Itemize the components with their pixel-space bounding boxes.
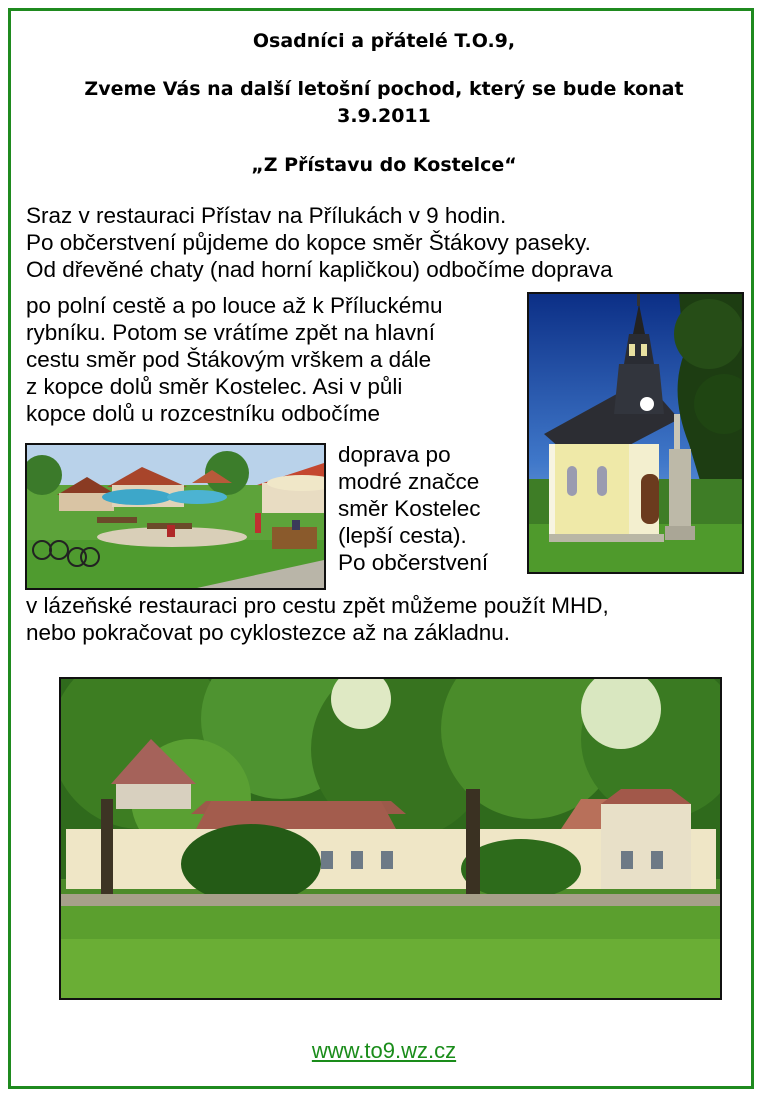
- text-line: modré značce: [338, 469, 480, 494]
- spa-building-photo: [59, 677, 722, 1000]
- text-line: cestu směr pod Štákovým vrškem a dále: [26, 347, 432, 372]
- text-line: doprava po: [338, 442, 451, 467]
- text-line: z kopce dolů směr Kostelec. Asi v půli: [26, 374, 403, 399]
- text-line: po polní cestě a po louce až k Příluckému: [26, 293, 443, 318]
- chapel-photo: [527, 292, 744, 574]
- intro-paragraph: [26, 202, 750, 283]
- invite-date: 3.9.2011: [337, 105, 431, 127]
- text-line: nebo pokračovat po cyklostezce až na základnu.: [26, 620, 511, 645]
- text-line: Po občerstvení půjdeme do kopce směr Štákovy paseky.: [26, 230, 591, 255]
- text-line: Od dřevěné chaty (nad horní kapličkou) odbočíme doprava: [26, 257, 613, 282]
- middle-paragraph: [26, 292, 514, 427]
- restaurant-image: [27, 445, 324, 588]
- text-line: Po občerstvení: [338, 550, 489, 575]
- website-link[interactable]: www.to9.wz.cz: [311, 1038, 457, 1063]
- text-line: směr Kostelec: [338, 496, 481, 521]
- event-title: „Z Přístavu do Kostelce“: [251, 154, 517, 176]
- text-line: kopce dolů u rozcestníku odbočíme: [26, 401, 380, 426]
- restaurant-photo: [25, 443, 326, 590]
- greeting-heading: Osadníci a přátelé T.O.9,: [252, 30, 516, 52]
- invite-line: Zveme Vás na další letošní pochod, který se bude konat: [84, 78, 684, 100]
- text-line: (lepší cesta).: [338, 523, 467, 548]
- closing-paragraph: [26, 592, 750, 646]
- chapel-image: [529, 294, 742, 572]
- column-paragraph: [338, 441, 514, 576]
- spa-building-image: [61, 679, 720, 998]
- text-line: rybníku. Potom se vrátíme zpět na hlavní: [26, 320, 435, 345]
- text-line: v lázeňské restauraci pro cestu zpět můžeme použít MHD,: [26, 593, 609, 618]
- text-line: Sraz v restauraci Přístav na Přílukách v 9 hodin.: [26, 203, 507, 228]
